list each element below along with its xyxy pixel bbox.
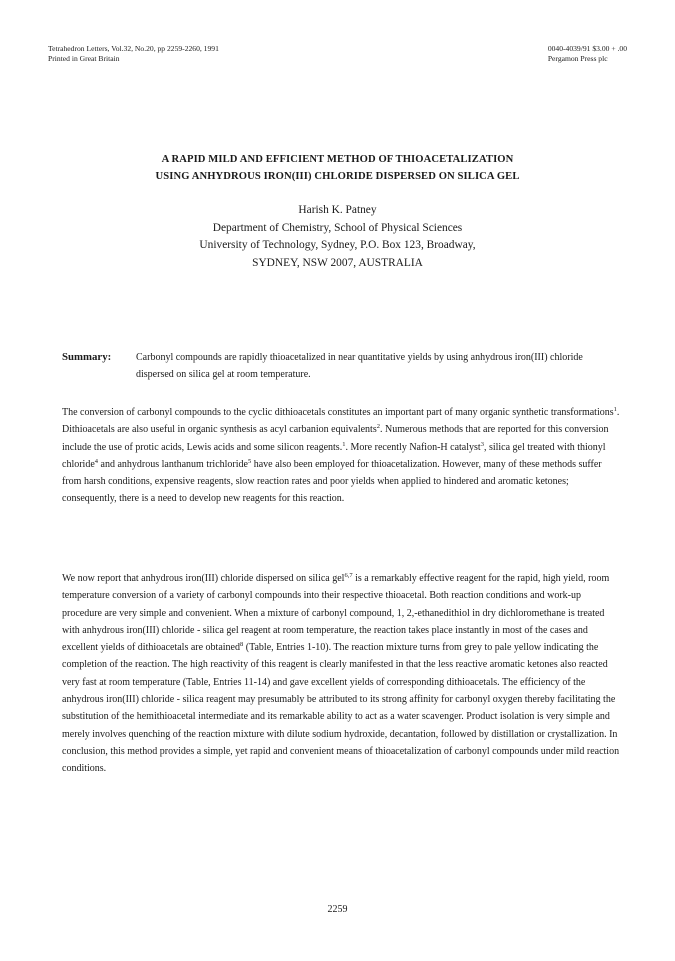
author-city: SYDNEY, NSW 2007, AUSTRALIA [252,256,423,269]
p1-ref-3: 1 [342,440,346,448]
journal-citation: Tetrahedron Letters, Vol.32, No.20, pp 2259-2260, 1991 [48,44,219,53]
author-block [0,202,675,272]
publisher-header [548,44,627,64]
printed-location: Printed in Great Britain [48,54,120,63]
article-title [0,151,675,185]
page-number: 2259 [327,904,348,915]
p1-text-7: have also been employed for thioacetalization. However, many of these methods suffer from harsh conditions, expensive reagents, slow reaction rates and poor yields when applied to hindered and aromatic ketones; consequently, there is a need to develop new reagents for this reaction. [62,458,602,505]
summary-label: Summary: [62,351,112,363]
p1-text-6: and anhydrous lanthanum trichloride [98,458,248,470]
paragraph-2 [62,570,622,778]
summary-text: Carbonyl compounds are rapidly thioacetalized in near quantitative yields by using anhydrous iron(III) chloride dispersed on silica gel at room temperature. [136,352,583,380]
p1-ref-1: 1 [613,406,617,413]
journal-header [48,44,219,64]
p2-text-1: We now report that anhydrous iron(III) chloride dispersed on silica gel [62,573,345,584]
p1-text-5: , silica gel treated with thionyl chloride [62,441,606,470]
title-line-2: USING ANHYDROUS IRON(III) CHLORIDE DISPERSED ON SILICA GEL [155,171,520,182]
p1-text-3: . Numerous methods that are reported for this conversion include the use of protic acids, Lewis acids and some silicon reagents. [62,424,609,453]
title-line-1: A RAPID MILD AND EFFICIENT METHOD OF THIOACETALIZATION [161,154,514,165]
p2-text-2: is a remarkably effective reagent for the rapid, high yield, room temperature conversion of a variety of carbonyl compounds into their respective thioacetal. Both reaction conditions and work-up procedure are very simple and convenient. When a mixture of carbonyl compound, 1, 2,-ethanedithiol in dry dichloromethane is treated with anhydrous iron(III) chloride - silica gel reagent at room temperature, the reaction takes place instantly in most of the cases and excellent yields of dithioacetals are obtained [62,573,610,654]
publisher-name: Pergamon Press plc [547,54,608,63]
p2-text-3: (Table, Entries 1-10). The reaction mixture turns from grey to pale yellow indicating the completion of the reaction. The high reactivity of this reagent is clearly manifested in that the less reactive aromatic ketones also reacted very fast at room temperature (Table, Entries 11-14) and gave excellent yields of corresponding dithioacetals. The efficiency of the anhydrous iron(III) chloride - silica reagent may presumably be attributed to its strong affinity for carbonyl oxygen thereby facilitating the substitution of the hemithioacetal intermediate and its remarkable ability to act as a water scavenger. Product isolation is very simple and merely involves quenching of the reaction mixture with dilute sodium hydroxide, decantation, followed by distillation or crystallization. In conclusion, this method provides a simple, yet rapid and convenient means of thioacetalization of carbonyl compounds under mild reaction conditions. [62,642,620,775]
p2-ref-2: 8 [239,641,244,649]
author-department: Department of Chemistry, School of Physical Sciences [212,221,463,234]
author-institution: University of Technology, Sydney, P.O. Box 123, Broadway, [199,239,476,252]
summary-block [62,349,622,383]
author-name: Harish K. Patney [298,204,377,216]
issn-price-code: 0040-4039/91 $3.00 + .00 [547,44,627,53]
p2-ref-1: 6,7 [344,572,353,579]
paragraph-1 [62,404,622,508]
p1-ref-2: 2 [376,423,380,431]
p1-text-4: . More recently Nafion-H catalyst [345,441,481,453]
p1-text-2: . Dithioacetals are also useful in organic synthesis as acyl carbanion equivalents [62,407,620,436]
p1-text-1: The conversion of carbonyl compounds to the cyclic dithioacetals constitutes an important part of many organic synthetic transformations [62,407,614,418]
p1-ref-5: 4 [94,457,99,465]
p1-ref-6: 5 [247,457,252,465]
p1-ref-4: 3 [480,440,484,448]
